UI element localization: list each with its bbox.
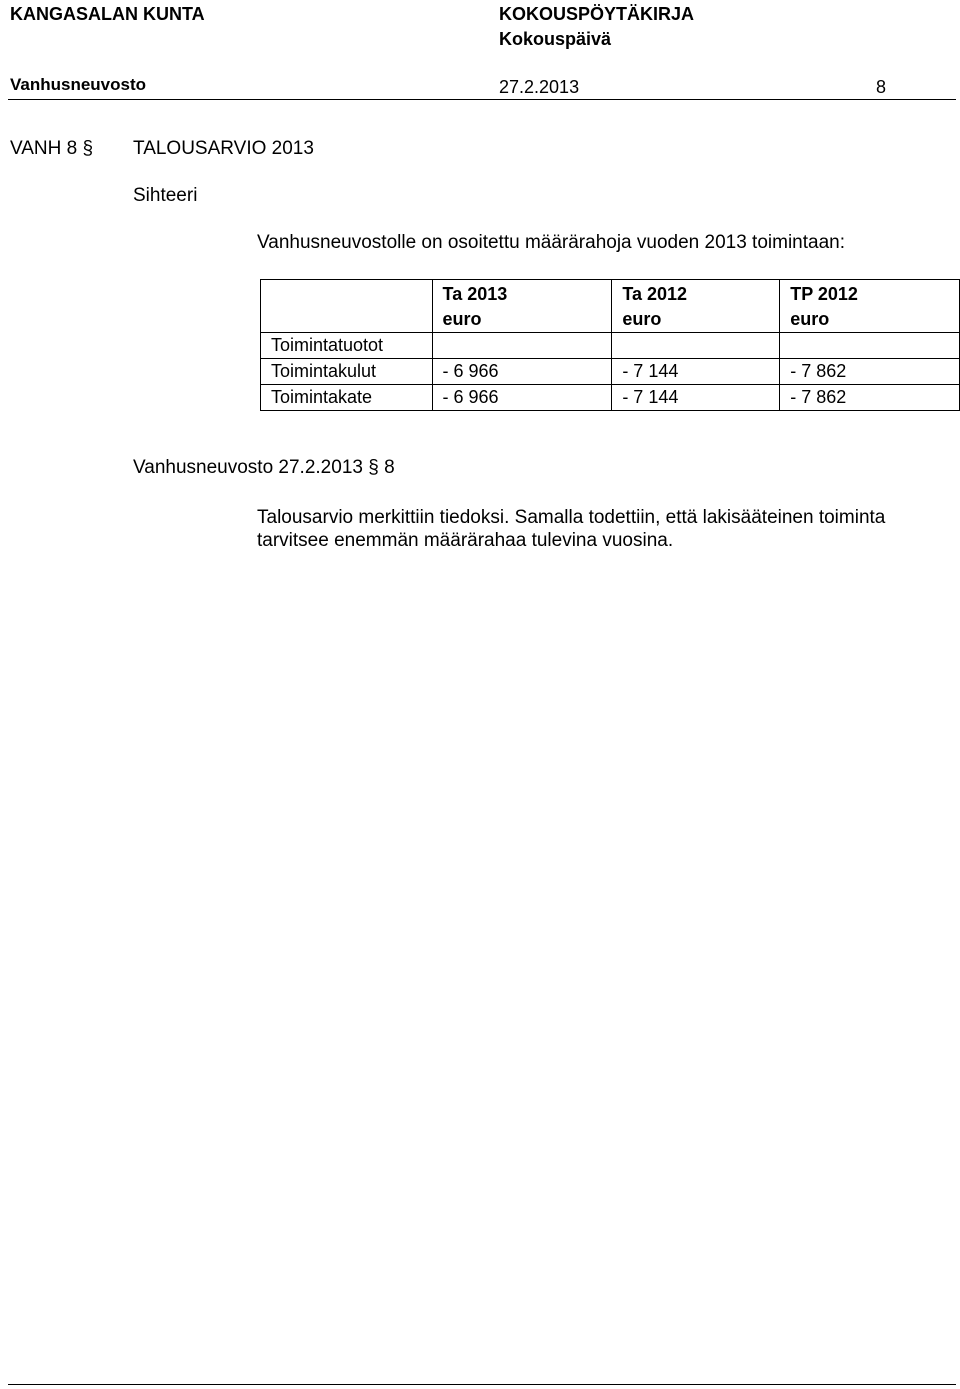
footer-divider bbox=[8, 1384, 956, 1385]
budget-table bbox=[260, 279, 960, 411]
table-row bbox=[261, 333, 960, 359]
page-number: 8 bbox=[876, 77, 887, 97]
table-cell bbox=[612, 333, 780, 359]
section-code: VANH 8 § bbox=[10, 138, 94, 159]
table-header-row bbox=[261, 280, 960, 333]
table-cell: - 6 966 bbox=[432, 385, 612, 411]
decision-reference: Vanhusneuvosto 27.2.2013 § 8 bbox=[133, 457, 395, 478]
section-title: TALOUSARVIO 2013 bbox=[133, 138, 314, 159]
committee-name: Vanhusneuvosto bbox=[10, 75, 147, 94]
table-cell: - 7 862 bbox=[780, 359, 960, 385]
table-header-cell bbox=[261, 280, 433, 333]
table-header-cell: Ta 2012 euro bbox=[612, 280, 780, 333]
table-cell bbox=[432, 333, 612, 359]
intro-text: Vanhusneuvostolle on osoitettu määrärahoja vuoden 2013 toimintaan: bbox=[257, 232, 845, 253]
document-subtitle: Kokouspäivä bbox=[499, 29, 612, 49]
organization-name: KANGASALAN KUNTA bbox=[10, 4, 205, 24]
table-header-cell: TP 2012 euro bbox=[780, 280, 960, 333]
table-cell: - 7 144 bbox=[612, 359, 780, 385]
table-cell: - 6 966 bbox=[432, 359, 612, 385]
table-cell: Toimintakate bbox=[261, 385, 433, 411]
section-author: Sihteeri bbox=[133, 185, 198, 206]
table-cell: - 7 862 bbox=[780, 385, 960, 411]
meeting-date: 27.2.2013 bbox=[499, 77, 580, 97]
table-row bbox=[261, 359, 960, 385]
table-cell: - 7 144 bbox=[612, 385, 780, 411]
document-type: KOKOUSPÖYTÄKIRJA bbox=[499, 4, 695, 24]
table-cell: Toimintakulut bbox=[261, 359, 433, 385]
decision-text: Talousarvio merkittiin tiedoksi. Samalla todettiin, että lakisääteinen toiminta tarvitsee enemmän määrärahaa tulevina vuosina. bbox=[257, 507, 886, 551]
header-divider bbox=[8, 99, 956, 100]
table-cell bbox=[780, 333, 960, 359]
table-row bbox=[261, 385, 960, 411]
table-header-cell: Ta 2013 euro bbox=[432, 280, 612, 333]
table-cell: Toimintatuotot bbox=[261, 333, 433, 359]
